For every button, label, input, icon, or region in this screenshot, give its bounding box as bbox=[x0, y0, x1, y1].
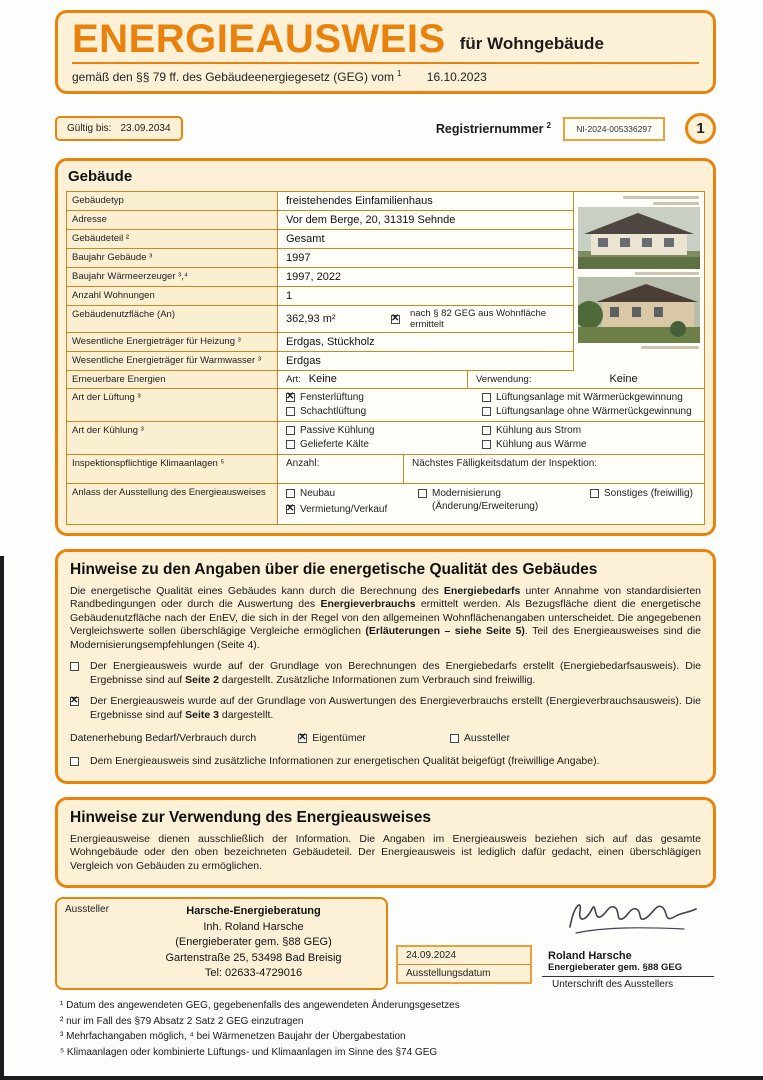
option-lueftungsanlage-mit-wrg bbox=[482, 392, 696, 404]
header-law-line bbox=[72, 69, 699, 84]
signature-caption: Unterschrift des Ausstellers bbox=[552, 979, 674, 990]
issuer-row bbox=[55, 897, 716, 990]
header-divider bbox=[72, 62, 699, 64]
row-label: Art der Lüftung ³ bbox=[67, 389, 278, 421]
checkbox-icon bbox=[590, 489, 599, 498]
row-label: Anzahl Wohnungen bbox=[67, 287, 278, 305]
additional-info-text: Dem Energieausweis sind zusätzliche Informationen zur energetischen Qualität beigefügt (freiwillige Angabe). bbox=[90, 755, 600, 767]
option-label: Schachtlüftung bbox=[300, 405, 367, 417]
usage-notes-section bbox=[55, 797, 716, 889]
building-table bbox=[66, 191, 705, 525]
option-fensterlueftung bbox=[286, 392, 482, 404]
bullet-text: Der Energieausweis wurde auf der Grundlage von Auswertungen des Energieverbrauchs erstellt (Energieverbrauchsausweis). Die Ergebnisse sind auf bbox=[90, 695, 701, 721]
verbrauchsausweis-text bbox=[90, 695, 701, 722]
page-number-badge: 1 bbox=[685, 113, 716, 144]
quality-intro-paragraph bbox=[70, 585, 701, 653]
option-label: Passive Kühlung bbox=[300, 424, 375, 436]
option-schachtlueftung bbox=[286, 406, 482, 418]
option-modernisierung bbox=[418, 488, 590, 500]
building-data-rows bbox=[67, 192, 573, 371]
option-label: Neubau bbox=[300, 487, 336, 499]
anzahl-cell: Anzahl: bbox=[278, 455, 404, 483]
checkbox-icon bbox=[482, 440, 491, 449]
row-label: Inspektionspflichtige Klimaanlagen ⁵ bbox=[67, 455, 278, 483]
meta-row bbox=[55, 112, 716, 145]
photo-caption-line bbox=[653, 202, 699, 205]
row-value: 1 bbox=[286, 290, 293, 302]
issue-date-label: Ausstellungsdatum bbox=[406, 968, 491, 979]
checkbox-icon bbox=[286, 489, 295, 498]
law-date: 16.10.2023 bbox=[426, 70, 487, 84]
table-row-energietraeger-warmwasser bbox=[67, 352, 573, 371]
checkbox-icon bbox=[70, 757, 79, 766]
checkbox-icon bbox=[286, 440, 295, 449]
issuance-options-col1 bbox=[286, 488, 418, 522]
issuer-line: Inh. Roland Harsche bbox=[203, 920, 304, 933]
registry-number: NI-2024-005336297 bbox=[563, 117, 665, 141]
registry-label bbox=[436, 121, 551, 136]
row-value: freistehendes Einfamilienhaus bbox=[286, 195, 433, 207]
row-label: Baujahr Gebäude ³ bbox=[67, 249, 278, 267]
row-label: Anlass der Ausstellung des Energieausweises bbox=[67, 484, 278, 524]
option-label: Lüftungsanlage mit Wärmerückgewinnung bbox=[496, 391, 683, 403]
ventilation-options-col1 bbox=[286, 392, 482, 418]
issuer-box bbox=[55, 897, 388, 990]
option-gelieferte-kaelte bbox=[286, 439, 482, 451]
cooling-options-col1 bbox=[286, 425, 482, 451]
checkbox-icon bbox=[70, 662, 79, 671]
option-label: Sonstiges (freiwillig) bbox=[604, 487, 693, 499]
bullet-bold: Seite 2 bbox=[185, 673, 220, 686]
issuer-line: Gartenstraße 25, 53498 Bad Breisig bbox=[165, 951, 342, 964]
photo-caption-line bbox=[623, 196, 699, 199]
table-row-energietraeger-heizung bbox=[67, 333, 573, 352]
checkbox-icon bbox=[482, 393, 491, 402]
verwendung-label: Verwendung: bbox=[476, 373, 532, 385]
intro-text: ermittelt werden. Als Bezugsfläche dient die energetische Gebäudenutzfläche nach der EnEV, die sich in der Regel von den allgemeinen Wohnflächenangaben unterscheidet. Die angegebenen Vergleichswerte sollen überschlägige Vergleiche ermöglichen bbox=[70, 598, 701, 637]
intro-text: Die energetische Qualität eines Gebäudes kann durch die Berechnung des bbox=[70, 584, 444, 597]
row-label: Gebäudetyp bbox=[67, 192, 278, 210]
signature-icon bbox=[564, 893, 704, 937]
area-note-checkbox bbox=[391, 315, 400, 324]
inspection-row bbox=[67, 455, 704, 484]
option-vermietung-verkauf bbox=[286, 504, 418, 516]
row-label: Adresse bbox=[67, 211, 278, 229]
issuance-reason-row bbox=[67, 484, 704, 524]
table-row-adresse bbox=[67, 211, 573, 230]
validity-label: Gültig bis: bbox=[67, 123, 112, 134]
validity-box bbox=[55, 116, 183, 141]
scan-artifact-left-edge bbox=[0, 556, 4, 1080]
verbrauchsausweis-item bbox=[70, 695, 701, 722]
checkbox-icon bbox=[298, 734, 307, 743]
data-collection-label: Datenerhebung Bedarf/Verbrauch durch bbox=[70, 732, 257, 744]
scan-artifact-bottom-edge bbox=[0, 1076, 763, 1080]
cooling-options-col2 bbox=[482, 425, 696, 451]
option-passive-kuehlung bbox=[286, 425, 482, 437]
photo-caption-line bbox=[635, 272, 699, 275]
building-table-top bbox=[67, 192, 704, 371]
document-title: ENERGIEAUSWEIS bbox=[72, 17, 446, 61]
art-label: Art: bbox=[286, 373, 301, 385]
photo-caption-line bbox=[641, 346, 699, 349]
footnote-2: ² nur im Fall des §79 Absatz 2 Satz 2 GEG einzutragen bbox=[60, 1015, 304, 1027]
table-row-baujahr-waermeerzeuger bbox=[67, 268, 573, 287]
bedarfsausweis-text bbox=[90, 660, 701, 687]
option-aussteller bbox=[450, 732, 510, 744]
building-section-title: Gebäude bbox=[68, 168, 133, 185]
option-sonstiges bbox=[590, 488, 696, 500]
usage-text: Energieausweise dienen ausschließlich der Information. Die Angaben im Energieausweis beziehen sich auf das gesamte Wohngebäude oder den oben bezeichneten Gebäudeteil. Der Energieausweis ist lediglich dafür gedacht, einen überschlägigen Vergleich von Gebäuden zu ermöglichen. bbox=[70, 832, 701, 872]
data-collection-row bbox=[70, 732, 701, 744]
option-kuehlung-aus-strom bbox=[482, 425, 696, 437]
law-text: gemäß den §§ 79 ff. des Gebäudeenergiegesetz (GEG) vom bbox=[72, 70, 394, 84]
renewables-art-cell bbox=[278, 371, 468, 388]
row-label: Gebäudeteil ² bbox=[67, 230, 278, 248]
issuer-label: Aussteller bbox=[65, 904, 109, 915]
ventilation-options bbox=[278, 389, 704, 421]
bullet-bold: Seite 3 bbox=[185, 708, 220, 721]
option-label: Aussteller bbox=[463, 732, 511, 744]
checkbox-icon bbox=[286, 407, 295, 416]
checkbox-icon bbox=[450, 734, 459, 743]
quality-section-title: Hinweise zu den Angaben über die energetische Qualität des Gebäudes bbox=[70, 560, 598, 578]
quality-notes-section bbox=[55, 549, 716, 784]
area-note: nach § 82 GEG aus Wohnfläche ermittelt bbox=[410, 308, 547, 330]
document-subtitle: für Wohngebäude bbox=[459, 34, 604, 53]
checkbox-icon bbox=[286, 505, 295, 514]
option-label: Vermietung/Verkauf bbox=[300, 503, 388, 515]
usage-section-title: Hinweise zur Verwendung des Energieausweises bbox=[70, 808, 431, 826]
bedarfsausweis-item bbox=[70, 660, 701, 687]
ventilation-options-col2 bbox=[482, 392, 696, 418]
area-value: 362,93 m² bbox=[286, 313, 336, 325]
building-photo-rear bbox=[578, 277, 700, 343]
signature-title: Energieberater gem. §88 GEG bbox=[548, 962, 683, 973]
intro-text: . Teil des Energieausweises sind die Modernisierungsempfehlungen (Seite 4). bbox=[70, 625, 701, 651]
signature-line bbox=[542, 976, 714, 977]
option-neubau bbox=[286, 488, 418, 500]
issuer-line: (Energieberater gem. §88 GEG) bbox=[175, 936, 332, 948]
row-label: Gebäudenutzfläche (An) bbox=[67, 306, 278, 332]
option-kuehlung-aus-waerme bbox=[482, 439, 696, 451]
art-value: Keine bbox=[308, 373, 337, 386]
row-value: Erdgas bbox=[286, 355, 321, 367]
checkbox-icon bbox=[482, 407, 491, 416]
document-content bbox=[55, 10, 716, 1060]
footnote-ref-2: 2 bbox=[546, 120, 551, 130]
header-title-row bbox=[72, 17, 699, 61]
footnote-1: ¹ Datum des angewendeten GEG, gegebenenfalls des angewendeten Änderungsgesetzes bbox=[60, 1000, 460, 1011]
validity-date: 23.09.2034 bbox=[120, 123, 171, 134]
option-label: Eigentümer bbox=[312, 732, 366, 744]
row-value: Gesamt bbox=[286, 233, 325, 245]
option-label: Modernisierung bbox=[432, 487, 501, 499]
checkbox-icon bbox=[286, 426, 295, 435]
row-label: Wesentliche Energieträger für Heizung ³ bbox=[67, 333, 278, 351]
bullet-text: Der Energieausweis wurde auf der Grundlage von Berechnungen des Energiebedarfs erstellt (Energiebedarfsausweis). Die Ergebnisse sind auf bbox=[90, 660, 701, 686]
row-value: 1997 bbox=[286, 252, 311, 264]
building-photo-front bbox=[578, 207, 700, 269]
table-row-gebaeudenutzflaeche bbox=[67, 306, 573, 333]
issuer-company: Harsche-Energieberatung bbox=[186, 905, 321, 917]
row-label: Art der Kühlung ³ bbox=[67, 422, 278, 454]
renewables-row bbox=[67, 371, 704, 389]
footnote-5: ⁵ Klimaanlagen oder kombinierte Lüftungs- und Klimaanlagen im Sinne des §74 GEG bbox=[60, 1046, 438, 1058]
row-label: Baujahr Wärmeerzeuger ³,⁴ bbox=[67, 268, 278, 286]
building-photos-column bbox=[573, 192, 704, 371]
checkbox-icon bbox=[482, 426, 491, 435]
intro-text: unter Annahme von standardisierten Randbedingungen oder durch die Auswertung des bbox=[70, 584, 701, 610]
issuer-line: Tel: 02633-4729016 bbox=[204, 967, 303, 979]
checkbox-icon bbox=[418, 489, 427, 498]
issuance-options bbox=[278, 484, 704, 524]
row-value: 1997, 2022 bbox=[286, 271, 342, 283]
faelligkeit-cell: Nächstes Fälligkeitsdatum der Inspektion: bbox=[412, 457, 598, 469]
option-label: Gelieferte Kälte bbox=[300, 438, 369, 450]
row-label: Wesentliche Energieträger für Warmwasser ³ bbox=[67, 352, 278, 370]
option-label: Kühlung aus Strom bbox=[496, 424, 582, 436]
issuance-options-col3 bbox=[590, 488, 696, 522]
registry-group bbox=[436, 113, 716, 144]
intro-bold: (Erläuterungen – siehe Seite 5) bbox=[365, 625, 525, 637]
table-row-anzahl-wohnungen bbox=[67, 287, 573, 306]
signature-area bbox=[540, 897, 716, 990]
option-label: Kühlung aus Wärme bbox=[496, 438, 587, 450]
cooling-options bbox=[278, 422, 704, 454]
row-value: Vor dem Berge, 20, 31319 Sehnde bbox=[286, 214, 456, 226]
option-label: Fensterlüftung bbox=[300, 391, 364, 403]
additional-info-item bbox=[70, 755, 701, 769]
bullet-text: dargestellt. bbox=[219, 708, 274, 721]
building-section bbox=[55, 158, 716, 536]
table-row-gebaeudeteil bbox=[67, 230, 573, 249]
footnote-ref-1: 1 bbox=[396, 69, 402, 78]
registry-label-text: Registriernummer bbox=[435, 122, 544, 137]
option-sublabel: (Änderung/Erweiterung) bbox=[432, 500, 539, 512]
verwendung-value: Keine bbox=[609, 373, 638, 386]
table-row-baujahr-gebaeude bbox=[67, 249, 573, 268]
row-value: Erdgas, Stückholz bbox=[286, 336, 375, 348]
ventilation-row bbox=[67, 389, 704, 422]
issuance-options-col2 bbox=[418, 488, 590, 522]
intro-bold: Energieverbrauchs bbox=[320, 598, 416, 610]
footnotes bbox=[55, 998, 716, 1060]
issue-date: 24.09.2024 bbox=[398, 947, 530, 965]
row-value bbox=[278, 306, 573, 332]
checkbox-icon bbox=[286, 393, 295, 402]
option-eigentuemer bbox=[298, 732, 366, 744]
option-lueftungsanlage-ohne-wrg bbox=[482, 406, 696, 418]
footnote-3-4: ³ Mehrfachangaben möglich, ⁴ bei Wärmenetzen Baujahr der Übergabestation bbox=[60, 1031, 406, 1042]
signature-name: Roland Harsche bbox=[548, 950, 632, 962]
intro-bold: Energiebedarfs bbox=[443, 584, 521, 597]
table-row-gebaeudetyp bbox=[67, 192, 573, 211]
header-box bbox=[55, 10, 716, 94]
checkbox-icon bbox=[70, 697, 79, 706]
renewables-use-cell bbox=[468, 371, 704, 388]
option-label: Lüftungsanlage ohne Wärmerückgewinnung bbox=[496, 405, 692, 417]
row-label: Erneuerbare Energien bbox=[67, 371, 278, 388]
cooling-row bbox=[67, 422, 704, 455]
issuer-address bbox=[129, 904, 378, 983]
bullet-text: dargestellt. Zusätzliche Informationen zum Verbrauch sind freiwillig. bbox=[219, 673, 536, 686]
issue-date-box bbox=[396, 945, 532, 984]
